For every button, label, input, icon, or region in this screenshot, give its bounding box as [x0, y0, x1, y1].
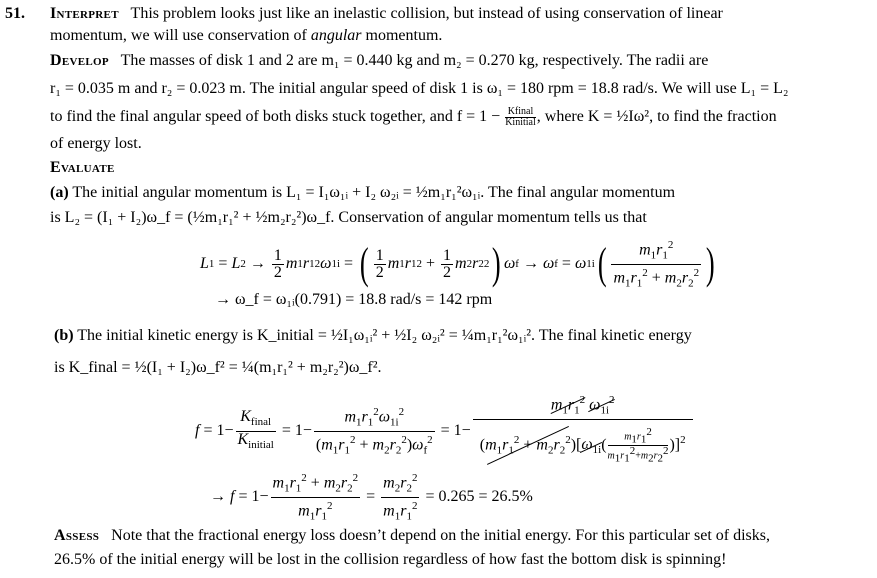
interpret-text-2-pre: momentum, we will use conservation of [50, 27, 311, 44]
interpret-line-2 [50, 26, 442, 46]
fraction-denominator: Kinitial [505, 117, 536, 128]
part-a-label: (a) [50, 184, 69, 201]
develop-text-3-post: , where K = ½Iω², to find the fraction [536, 108, 777, 126]
equation-a2: → ω_f = ω₁ᵢ(0.791) = 18.8 rad/s = 142 rpm [215, 291, 493, 308]
part-b-text-1: The initial kinetic energy is K_initial = ½I₁ω₁ᵢ² + ½I₂ ω₂ᵢ² = ¼m₁r₁²ω₁ᵢ². The final kinetic energy [77, 327, 692, 344]
develop-line-2: r₁ = 0.035 m and r₂ = 0.023 m. The initial angular speed of disk 1 is ω₁ = 180 rpm = 18.8 rad/s. We will use L₁ = L₂ [50, 80, 789, 97]
part-b-line-1 [54, 326, 692, 346]
interpret-text-2-post: momentum. [361, 27, 443, 44]
develop-text-3-pre: to find the final angular speed of both disks stuck together, and f = 1 − [50, 108, 501, 126]
part-a-text-1: The initial angular momentum is L₁ = I₁ω₁ᵢ + I₂ ω₂ᵢ = ½m₁r₁²ω₁ᵢ. The final angular momentum [72, 184, 676, 201]
develop-line-3 [50, 107, 777, 128]
assess-line-2: 26.5% of the initial energy will be lost in the collision regardless of how fast the bottom disk is spinning! [54, 551, 727, 568]
part-b-label: (b) [54, 327, 74, 344]
part-b-line-2: is K_final = ½(I₁ + I₂)ω_f² = ¼(m₁r₁² + m₂r₂²)ω_f². [54, 359, 382, 376]
interpret-line-1 [50, 4, 723, 24]
part-a-line-2: is L₂ = (I₁ + I₂)ω_f = (½m₁r₁² + ½m₂r₂²)ω_f. Conservation of angular momentum tells us that [50, 209, 647, 226]
develop-line-1 [50, 51, 708, 71]
equation-a1: L 1 = L 2 → $\frac{1}{2}$ m 1 r 1 2 ω 1i = ( $\frac{1}{2}$ m 1 r 1 2 + $\frac{1}{2}$ m 2 r 2 2 ) ω f → ω f = ω 1i ( $\frac{m_1r_1^2}{m_1r_1^2 + m_2r_2^2}$ ) [200, 239, 715, 290]
assess-line-1 [54, 526, 770, 546]
energy-ratio-fraction [505, 107, 536, 128]
interpret-heading: Interpret [50, 5, 119, 22]
problem-number: 51. [5, 5, 25, 22]
equation-b1: f = 1− $\frac{K_{final}}{K_{initial}}$ = 1− $\frac{m_1r_1^2\omega_{1i}^2}{(m_1r_1^2 + m_2r_2^2)\omega_f^2}$ = 1− $m_1r_1^2$ $\omega_{1i}^2$ $(m_1r_1^2 + m_2r_2^2)[\omega_{1i}$( $\frac{m_1r_1^2}{m_1r_1^2+m_2r_2^2}$ )]$^2$ [195, 392, 695, 470]
evaluate-heading: Evaluate [50, 159, 115, 176]
interpret-text-2-em: angular [310, 27, 362, 44]
part-a-line-1 [50, 183, 675, 203]
develop-heading: Develop [50, 52, 109, 69]
fraction-numerator: Kfinal [507, 106, 534, 117]
energy-fraction-result: = 0.265 = 26.5% [425, 488, 533, 506]
interpret-text-1: This problem looks just like an inelastic collision, but instead of using conservation of linear [130, 5, 723, 22]
assess-text-1: Note that the fractional energy loss doesn’t depend on the initial energy. For this particular set of disks, [111, 527, 770, 544]
assess-heading: Assess [54, 527, 100, 544]
develop-text-1: The masses of disk 1 and 2 are m₁ = 0.440 kg and m₂ = 0.270 kg, respectively. The radii are [120, 52, 709, 69]
equation-b2: → f = 1− $\frac{m_1r_1^2 + m_2r_2^2}{m_1r_1^2}$ = $\frac{m_2r_2^2}{m_1r_1^2}$ = 0.265 = 26.5% [210, 472, 533, 523]
develop-line-4: of energy lost. [50, 135, 142, 152]
